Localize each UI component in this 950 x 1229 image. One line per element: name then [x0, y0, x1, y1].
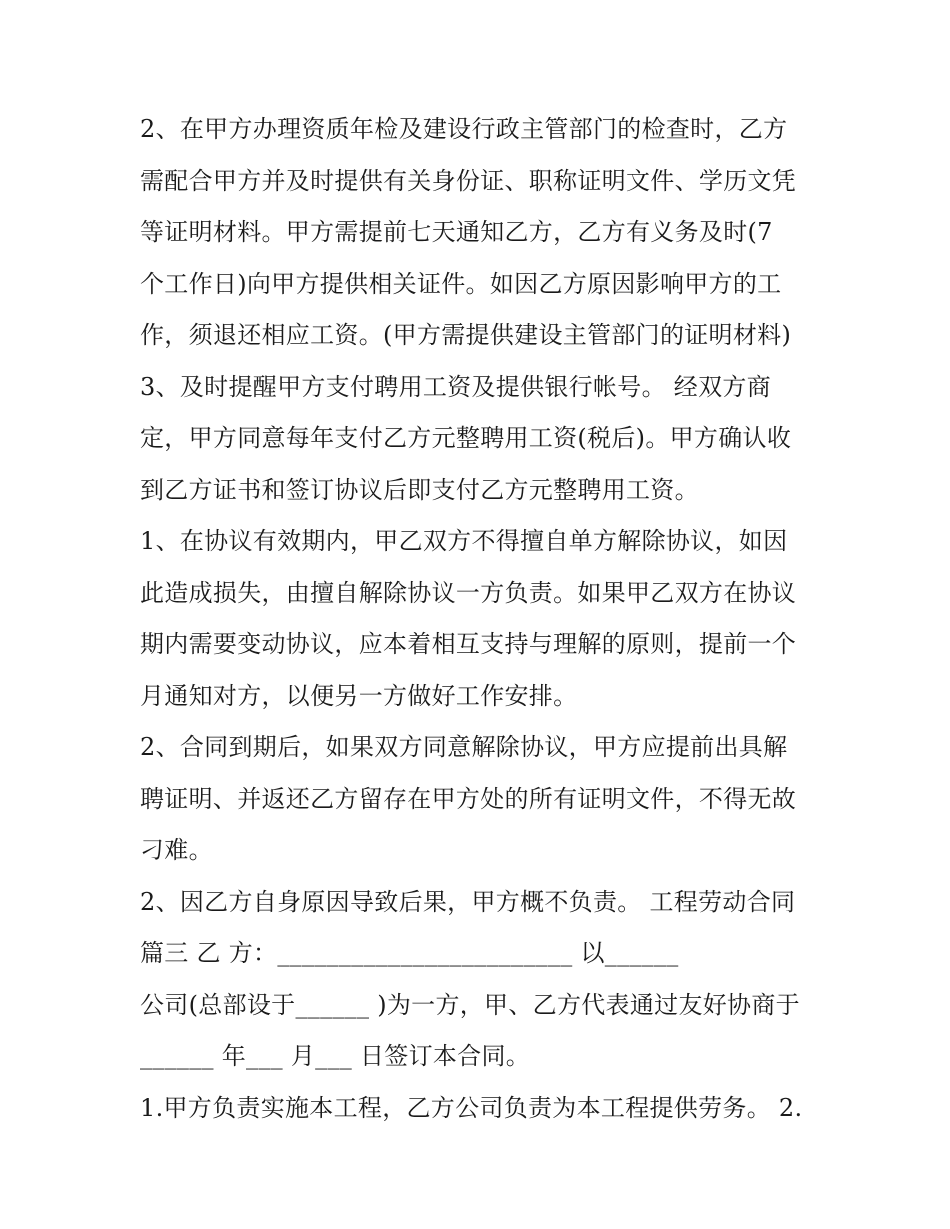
- text-line: 等证明材料。甲方需提前七天通知乙方，乙方有义务及时(7: [140, 218, 773, 246]
- text-line: 刁难。: [140, 836, 213, 864]
- document-body: [140, 104, 820, 1134]
- text-line: 到乙方证书和签订协议后即支付乙方元整聘用工资。: [140, 475, 699, 504]
- text-line: 定，甲方同意每年支付乙方元整聘用工资(税后)。甲方确认收: [140, 424, 792, 452]
- text-line: 此造成损失，由擅自解除协议一方负责。如果甲乙双方在协议: [140, 578, 797, 607]
- text-line: 月通知对方，以便另一方做好工作安排。: [140, 681, 578, 710]
- text-line: 2、因乙方自身原因导致后果，甲方概不负责。 工程劳动合同: [140, 887, 796, 916]
- text-line: 需配合甲方并及时提供有关身份证、职称证明文件、学历文凭: [140, 166, 797, 195]
- text-line: 篇三 乙 方：________________________ 以______: [140, 939, 679, 967]
- text-line: 期内需要变动协议，应本着相互支持与理解的原则，提前一个: [140, 630, 797, 658]
- text-line: 个工作日)向甲方提供相关证件。如因乙方原因影响甲方的工: [140, 269, 782, 298]
- text-line: 聘证明、并返还乙方留存在甲方处的所有证明文件，不得无故: [140, 784, 797, 813]
- text-line: 1.甲方负责实施本工程，乙方公司负责为本工程提供劳务。 2.: [140, 1093, 803, 1122]
- text-line: 公司(总部设于______ )为一方，甲、乙方代表通过友好协商于: [140, 990, 800, 1019]
- text-line: 作，须退还相应工资。(甲方需提供建设主管部门的证明材料): [140, 321, 792, 349]
- text-line: 2、合同到期后，如果双方同意解除协议，甲方应提前出具解: [140, 733, 788, 761]
- text-line: 2、在甲方办理资质年检及建设行政主管部门的检查时，乙方: [140, 115, 788, 143]
- text-line: 3、及时提醒甲方支付聘用工资及提供银行帐号。 经双方商: [140, 372, 771, 401]
- text-line: 1、在协议有效期内，甲乙双方不得擅自单方解除协议，如因: [140, 527, 788, 555]
- text-line: ______ 年___ 月___ 日签订本合同。: [140, 1042, 531, 1070]
